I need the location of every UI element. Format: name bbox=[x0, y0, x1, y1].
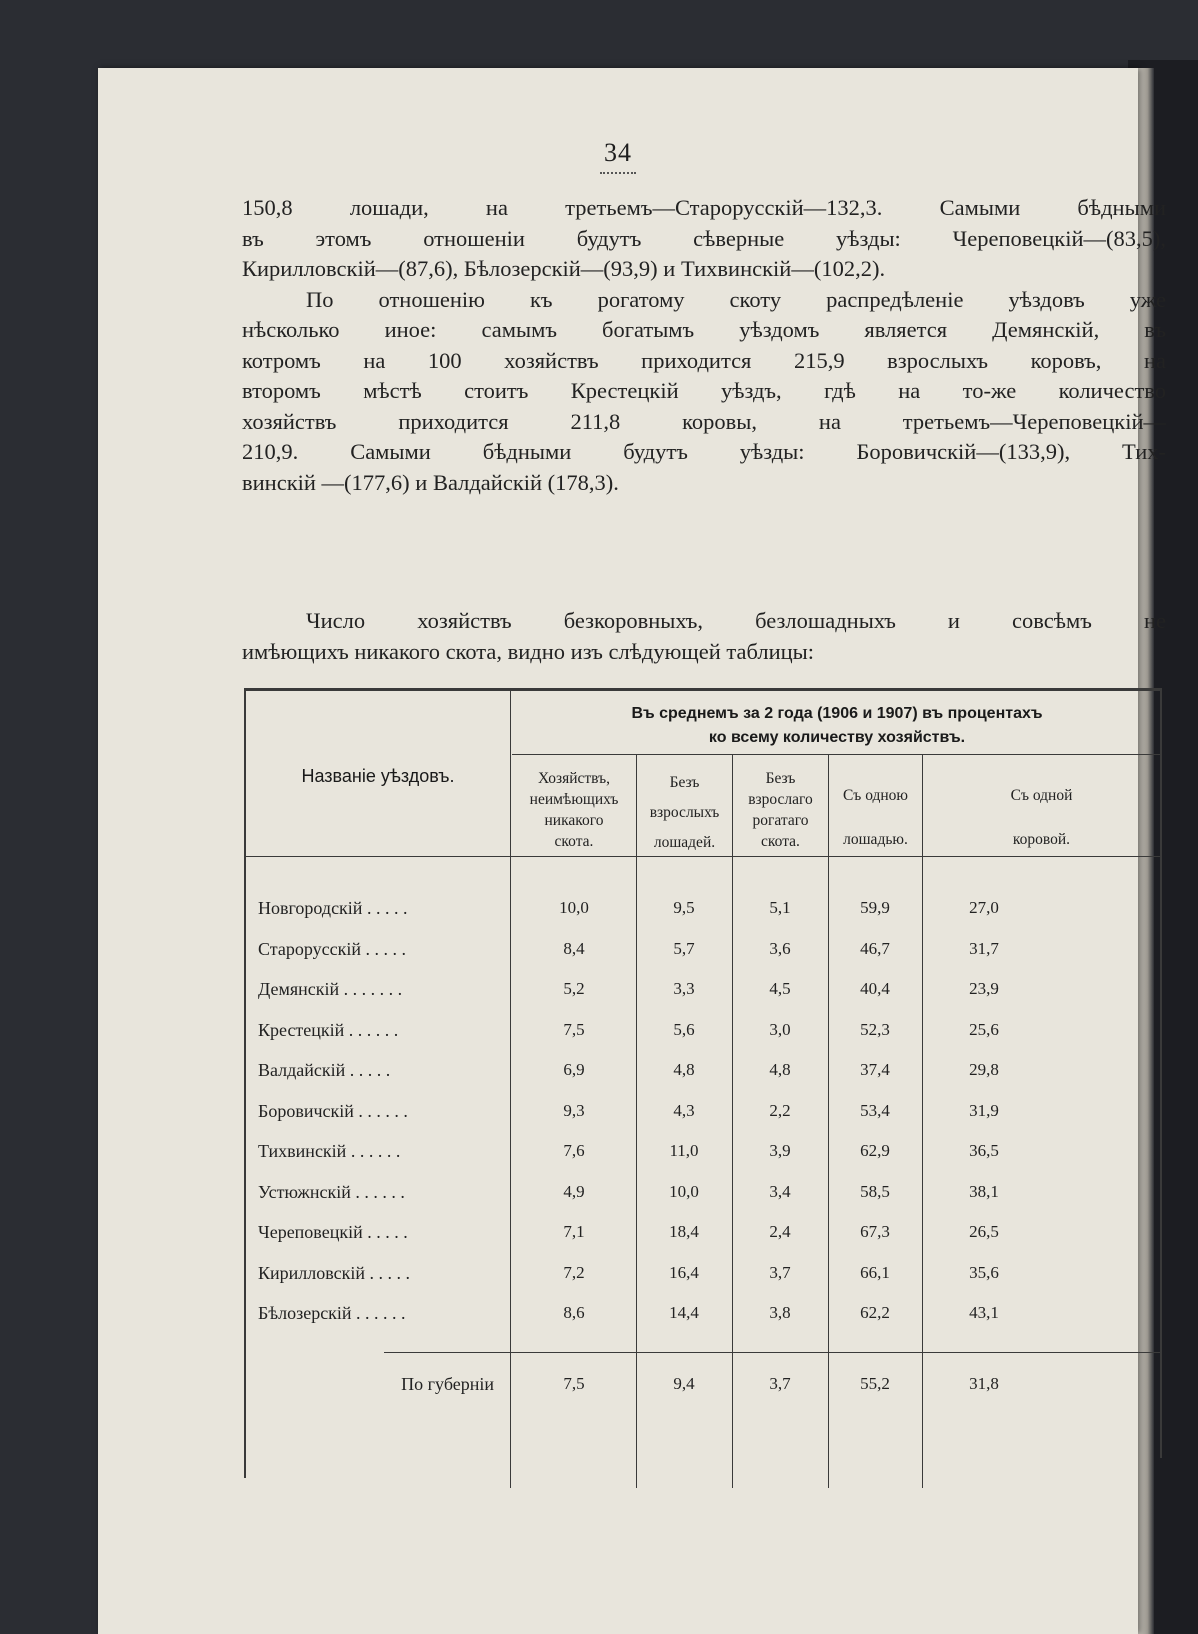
text-line: 210,9. Самыми бѣдными будутъ уѣзды: Боровичскій—(133,9), Тих- bbox=[242, 439, 1166, 464]
table-cell: 10,0 bbox=[559, 898, 589, 917]
district-name: Демянскій . . . . . . . bbox=[258, 979, 403, 999]
column-rule bbox=[828, 754, 829, 1488]
table-cell: 9,4 bbox=[673, 1374, 695, 1393]
table-cell: 3,0 bbox=[769, 1019, 791, 1039]
table-cell: 55,2 bbox=[860, 1374, 890, 1393]
page-number: 34 bbox=[604, 138, 632, 167]
group-header-line: Въ среднемъ за 2 года (1906 и 1907) въ процентахъ bbox=[631, 705, 1043, 722]
column-header-no-cattle: Безъ взрослаго рогатаго скота. bbox=[748, 770, 813, 850]
table-cell: 31,7 bbox=[969, 938, 999, 958]
paragraph-cattle bbox=[242, 285, 1166, 499]
district-name: Устюжнскій . . . . . . bbox=[258, 1181, 405, 1202]
column-header-one-horse: Съ одною лошадью. bbox=[842, 787, 909, 848]
group-header-line: ко всему количеству хозяйствъ. bbox=[708, 729, 966, 746]
text-block-intro bbox=[242, 606, 1166, 667]
text-line: нѣсколько иное: самымъ богатымъ уѣздомъ является Демянскій, въ bbox=[242, 317, 1166, 342]
table-cell: 66,1 bbox=[860, 1262, 890, 1282]
table-cell: 2,2 bbox=[769, 1100, 791, 1120]
group-header-rule bbox=[512, 754, 1162, 755]
district-name: Череповецкій . . . . . bbox=[258, 1222, 408, 1242]
table-cell: 3,6 bbox=[769, 938, 791, 958]
district-name: Бѣлозерскій . . . . . . bbox=[258, 1303, 406, 1323]
table-cell: 10,0 bbox=[669, 1181, 699, 1201]
column-rule bbox=[732, 754, 733, 1488]
table-cell: 5,1 bbox=[769, 898, 791, 917]
table-cell: 25,6 bbox=[969, 1019, 999, 1039]
text-block bbox=[242, 193, 1166, 498]
page-number-flourish bbox=[600, 172, 636, 174]
table-cell: 3,9 bbox=[769, 1141, 791, 1160]
table-cell: 53,4 bbox=[860, 1100, 890, 1120]
table-cell: 7,5 bbox=[563, 1374, 585, 1393]
paragraph-table-intro bbox=[242, 606, 1166, 667]
table-cell: 7,1 bbox=[563, 1222, 585, 1241]
name-column-header: Названіе уѣздовъ. bbox=[301, 766, 455, 786]
table-cell: 26,5 bbox=[969, 1222, 999, 1241]
column-header-one-cow: Съ одной коровой. bbox=[1010, 787, 1073, 848]
table-cell: 31,8 bbox=[969, 1374, 999, 1393]
table-cell: 37,4 bbox=[860, 1060, 890, 1079]
district-name: Валдайскій . . . . . bbox=[258, 1060, 391, 1080]
district-name: Боровичскій . . . . . . bbox=[258, 1100, 408, 1121]
table-cell: 46,7 bbox=[860, 938, 890, 958]
table-cell: 27,0 bbox=[969, 898, 999, 917]
table-cell: 11,0 bbox=[669, 1141, 699, 1160]
table-cell: 9,5 bbox=[673, 898, 695, 917]
district-name: Новгородскій . . . . . bbox=[258, 898, 408, 918]
table-cell: 4,8 bbox=[673, 1060, 695, 1079]
table-cell: 43,1 bbox=[969, 1303, 999, 1322]
table-cell: 36,5 bbox=[969, 1141, 999, 1160]
table-cell: 35,6 bbox=[969, 1262, 999, 1282]
district-name: Тихвинскій . . . . . . bbox=[258, 1141, 401, 1161]
district-name: По губерніи bbox=[401, 1374, 494, 1394]
table-cell: 5,2 bbox=[563, 979, 585, 998]
text-line: По отношенію къ рогатому скоту распредѣленіе уѣздовъ уже bbox=[306, 286, 1166, 312]
text-line: Число хозяйствъ безкоровныхъ, безлошадныхъ и совсѣмъ не bbox=[306, 608, 1166, 633]
text-line: 150,8 лошади, на третьемъ—Старорусскій—132,3. Самыми бѣдными bbox=[242, 195, 1166, 220]
text-line: имѣющихъ никакого скота, видно изъ слѣдующей таблицы: bbox=[242, 638, 815, 664]
table-cell: 31,9 bbox=[969, 1100, 999, 1120]
table-cell: 5,7 bbox=[673, 938, 695, 958]
column-header-no-horses: Безъ взрослыхъ лошадей. bbox=[649, 774, 720, 851]
table-cell: 3,7 bbox=[769, 1262, 791, 1282]
table-top-rule bbox=[244, 688, 1162, 691]
text-line: второмъ мѣстѣ стоитъ Крестецкій уѣздъ, гдѣ на то-же количество bbox=[242, 378, 1166, 403]
table-cell: 6,9 bbox=[563, 1060, 585, 1079]
text-line: винскій —(177,6) и Валдайскій (178,3). bbox=[242, 469, 619, 495]
table-cell: 8,4 bbox=[563, 938, 585, 958]
table-cell: 7,2 bbox=[563, 1262, 585, 1282]
district-name: Кирилловскій . . . . . bbox=[258, 1262, 410, 1283]
table-cell: 4,8 bbox=[769, 1060, 791, 1079]
table-cell: 3,4 bbox=[769, 1181, 791, 1201]
table-right-rule bbox=[1160, 688, 1162, 1458]
table-cell: 58,5 bbox=[860, 1181, 890, 1201]
table-cell: 8,6 bbox=[563, 1303, 585, 1322]
table-left-rule bbox=[244, 688, 246, 1478]
table-cell: 23,9 bbox=[969, 979, 999, 998]
table-name-column-rule bbox=[510, 688, 511, 1488]
document-page bbox=[98, 68, 1166, 1634]
table-cell: 2,4 bbox=[769, 1222, 791, 1241]
table-cell: 9,3 bbox=[563, 1100, 585, 1120]
table-cell: 3,7 bbox=[769, 1374, 791, 1393]
table-cell: 16,4 bbox=[669, 1262, 699, 1282]
table-cell: 5,6 bbox=[673, 1019, 695, 1039]
column-rule bbox=[636, 754, 637, 1488]
district-name: Старорусскій . . . . . bbox=[258, 938, 406, 959]
total-separator-rule bbox=[384, 1352, 1162, 1353]
table-cell: 4,9 bbox=[563, 1181, 585, 1201]
group-header bbox=[512, 702, 1162, 750]
table-cell: 7,6 bbox=[563, 1141, 585, 1160]
table-cell: 3,8 bbox=[769, 1303, 791, 1322]
table-cell: 67,3 bbox=[860, 1222, 890, 1241]
table-cell: 59,9 bbox=[860, 898, 890, 917]
paragraph-continued bbox=[242, 193, 1166, 285]
statistics-table bbox=[244, 688, 1162, 1488]
district-name: Крестецкій . . . . . . bbox=[258, 1019, 399, 1040]
table-cell: 52,3 bbox=[860, 1019, 890, 1039]
table-cell: 4,5 bbox=[769, 979, 791, 998]
table-cell: 14,4 bbox=[669, 1303, 699, 1322]
table-cell: 4,3 bbox=[673, 1100, 695, 1120]
table-cell: 38,1 bbox=[969, 1181, 999, 1201]
table-cell: 18,4 bbox=[669, 1222, 699, 1241]
table-cell: 29,8 bbox=[969, 1060, 999, 1079]
table-cell: 3,3 bbox=[673, 979, 695, 998]
column-header-no-livestock: Хозяйствъ, неимѣющихъ никакого скота. bbox=[529, 770, 619, 850]
text-line: въ этомъ отношеніи будутъ сѣверные уѣзды: Череповецкій—(83,5), bbox=[242, 225, 1166, 251]
table-cell: 40,4 bbox=[860, 979, 890, 998]
table-cell: 7,5 bbox=[563, 1019, 585, 1039]
text-line: котромъ на 100 хозяйствъ приходится 215,9 взрослыхъ коровъ, на bbox=[242, 347, 1166, 373]
table-cell: 62,2 bbox=[860, 1303, 890, 1322]
table-cell: 62,9 bbox=[860, 1141, 890, 1160]
text-line: Кирилловскій—(87,6), Бѣлозерскій—(93,9) и Тихвинскій—(102,2). bbox=[242, 256, 886, 281]
column-rule bbox=[922, 754, 923, 1488]
text-line: хозяйствъ приходится 211,8 коровы, на третьемъ—Череповецкій— bbox=[242, 408, 1166, 434]
